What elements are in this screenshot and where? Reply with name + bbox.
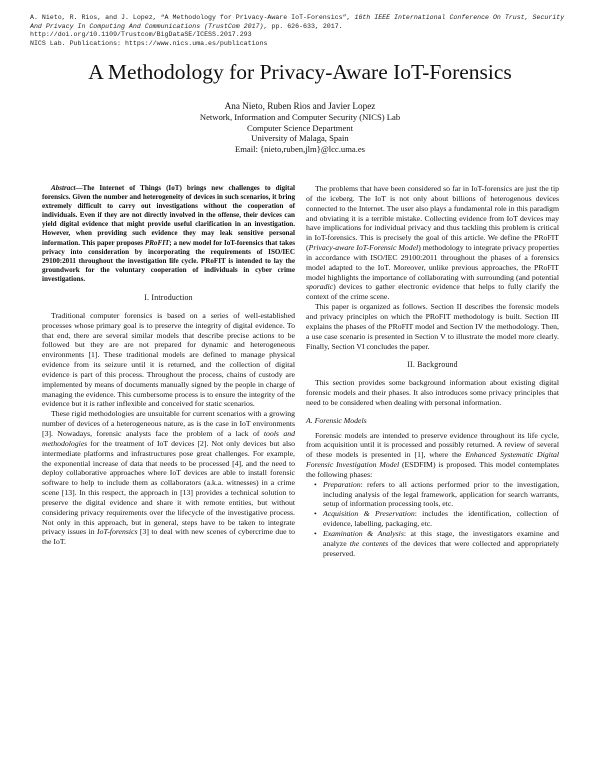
phase-name: Acquisition & Preservation [323, 509, 415, 519]
email[interactable]: Email: {nieto,ruben,jlm}@lcc.uma.es [235, 144, 365, 155]
citation-doi-link[interactable]: http://doi.org/10.1109/Trustcom/BigDataSE/ICESS.2017.293 [30, 31, 252, 39]
citation-publications-link[interactable]: NICS Lab. Publications: https://www.nics.uma.es/publications [30, 39, 268, 47]
right-p1-text-c: ) devices to gather electronic evidence that helps to fully clarify the context of the crime scene. [306, 282, 559, 302]
phase-text-2: of the devices that were collected and appropriately preserved. [323, 538, 559, 558]
abstract-text-2: ; a new model for IoT-forensics that takes privacy into consideration by incorporating the requirements of ISO/IEC 29100:2011 throughout the investigation life cycle. PRoFIT is intended to lay the groundwork for the voluntary cooperation of individuals in cyber crime investigations. [42, 238, 295, 283]
university: University of Malaga, Spain [251, 133, 349, 144]
section-heading-introduction: I. Introduction [144, 293, 193, 303]
paper-title: A Methodology for Privacy-Aware IoT-Forensics [88, 60, 512, 84]
abstract-text-1: —The Internet of Things (IoT) brings new challenges to digital forensics. Given the number and heterogeneity of devices in such scenarios, it bring extremely difficult to carry out investigations without the cooperation of individuals. Even if they are not directly involved in the offense, their devices can yield digital evidence that might provide useful clarification in an investigation. However, when providing such evidence they may leak sensitive personal information. This paper proposes [42, 184, 295, 247]
fm-emph: Enhanced Systematic Digital Forensic Investigation Model [306, 450, 559, 470]
phase-text: : at this stage, the investigators examine and analyze [323, 529, 559, 548]
authors: Ana Nieto, Ruben Rios and Javier Lopez [224, 101, 376, 111]
phase-emph: the contents [349, 538, 389, 548]
phase-text: : refers to all actions performed prior to the investigation, including analysis of the legal framework, application for search warrants, setup of information processing tools, etc. [323, 479, 559, 509]
citation-header [30, 14, 575, 48]
phase-text: : includes the identification, collection of evidence, labelling, packaging, etc. [323, 509, 560, 529]
affiliation-block [0, 101, 600, 155]
right-paragraph-2: This paper is organized as follows. Section II describes the forensic models and privacy principles on which the PRoFIT methodology is built. Section III explains the phases of the PRoFIT model and Section IV the methodology. Then, a use case scenario is presented in Section V to illustrate the model more clearly. Finally, Section VI concludes the paper. [306, 302, 559, 351]
fm-text-b: (ESDFIM) is proposed. This model contemplates the following phases: [306, 460, 559, 479]
right-p1-text-a: The problems that have been considered so far in IoT-forensics are just the tip of the iceberg. The IoT is not only about billions of heterogenous devices connected to the Internet. The user also plays a fundamental role in this paradigm and obviating it is a terrible mistake. Collecting evidence from IoT devices may have implications for individual privacy and thus tackling this problem is critical in IoT-forensics. This is precisely the goal of this article. We define the PRoFIT ( [306, 184, 559, 253]
list-item [306, 529, 559, 559]
list-item [306, 509, 559, 529]
list-item [306, 480, 559, 510]
fm-text-a: Forensic models are intended to preserve evidence throughout its life cycle, from acquisition until it is processed and possibly returned. A review of several of these models is presented in [1], where the [306, 430, 559, 460]
forensic-models-paragraph [306, 431, 559, 480]
phase-name: Preparation [323, 479, 361, 489]
right-p1-emph-2: sporadic [306, 282, 334, 292]
abstract-emph: PRoFIT [144, 238, 170, 247]
intro-p2-emph: tools and methodologies [42, 429, 295, 448]
left-column [42, 184, 295, 547]
phases-list [306, 480, 559, 559]
intro-p2-emph-2: IoT-forensics [97, 527, 138, 537]
abstract-label: Abstract [51, 184, 76, 192]
intro-p2-text-c: [3] to deal with new scenes of cybercrime due to the IoT. [42, 527, 295, 547]
background-paragraph: This section provides some background information about existing digital forensic models and their phases. It also introduces some privacy principles that need to be considered when dealing with personal information. [306, 378, 559, 407]
citation-prefix: A. Nieto, R. Rios, and J. Lopez, “A Methodology for Privacy-Aware IoT-Forensics”, [30, 14, 351, 21]
right-p1-emph: Privacy-aware IoT-Forensic Model [308, 243, 419, 253]
subsection-heading-forensic-models: A. Forensic Models [306, 415, 367, 425]
intro-paragraph-1: Traditional computer forensics is based on a series of well-established processes whose primary goal is to preserve the integrity of digital evidence. To that end, there are several similar models that describe precise actions to be followed but they are are not prepared for dynamic and heterogeneous environments [1]. These traditional models are defined to manage physical evidence from its seizure until it is returned, and the collection of digital evidence is part of this process. Throughout the process, chains of custody are implemented by means of documents manually signed by the people in charge of managing the evidence. This cumbersome process is to ensure the integrity of the evidence but it is rather inflexible and conceived for static scenarios. [42, 310, 295, 409]
intro-paragraph-2 [42, 409, 295, 547]
citation-suffix: , pp. 626-633, 2017. [263, 22, 343, 30]
intro-p2-text-a: These rigid methodologies are unsuitable for current scenarios with a growing number of devices of a heterogeneous nature, as is the case in IoT environments [3]. Nowadays, forensic analysts face the problem of a lack of [42, 409, 295, 438]
section-heading-background: II. Background [407, 360, 458, 370]
lab-name: Network, Information and Computer Security (NICS) Lab [199, 111, 401, 122]
phase-name: Examination & Analysis [323, 529, 404, 538]
right-column [306, 184, 559, 559]
abstract [42, 184, 295, 284]
intro-p2-text-b: for the treatment of IoT devices [2]. Not only devices but also intermediate platforms and infrastructures pose great challenges. For example, the exponential increase of data that needs to be processed [4], and the need to deploy collaborative approaches where IoT devices are able to install forensic software to help to include them as collaborators (a.k.a. witnesses) in a crime scene [13]. In this respect, the approach in [13] provides a technical solution to preserve the digital evidence and share it with remote entities, but without considering privacy requirements over the lifecycle of the investigative process. Not only in this approach, but in general, steps have to be taken to integrate privacy issues in [42, 438, 295, 537]
right-paragraph-1 [306, 184, 559, 302]
department: Computer Science Department [247, 122, 353, 133]
citation-venue: 16th IEEE International Conference On Trust, Security And Privacy In Computing And Communications (TrustCom 2017) [30, 14, 565, 30]
right-p1-text-b: ) methodology to integrate privacy properties in accordance with ISO/IEC 29100:2011 throughout the phases of a forensics model adapted to the IoT. Moreover, unlike previous approaches, the PRoFIT model highlights the importance of collaborating with surrounding (and potential [306, 243, 559, 282]
